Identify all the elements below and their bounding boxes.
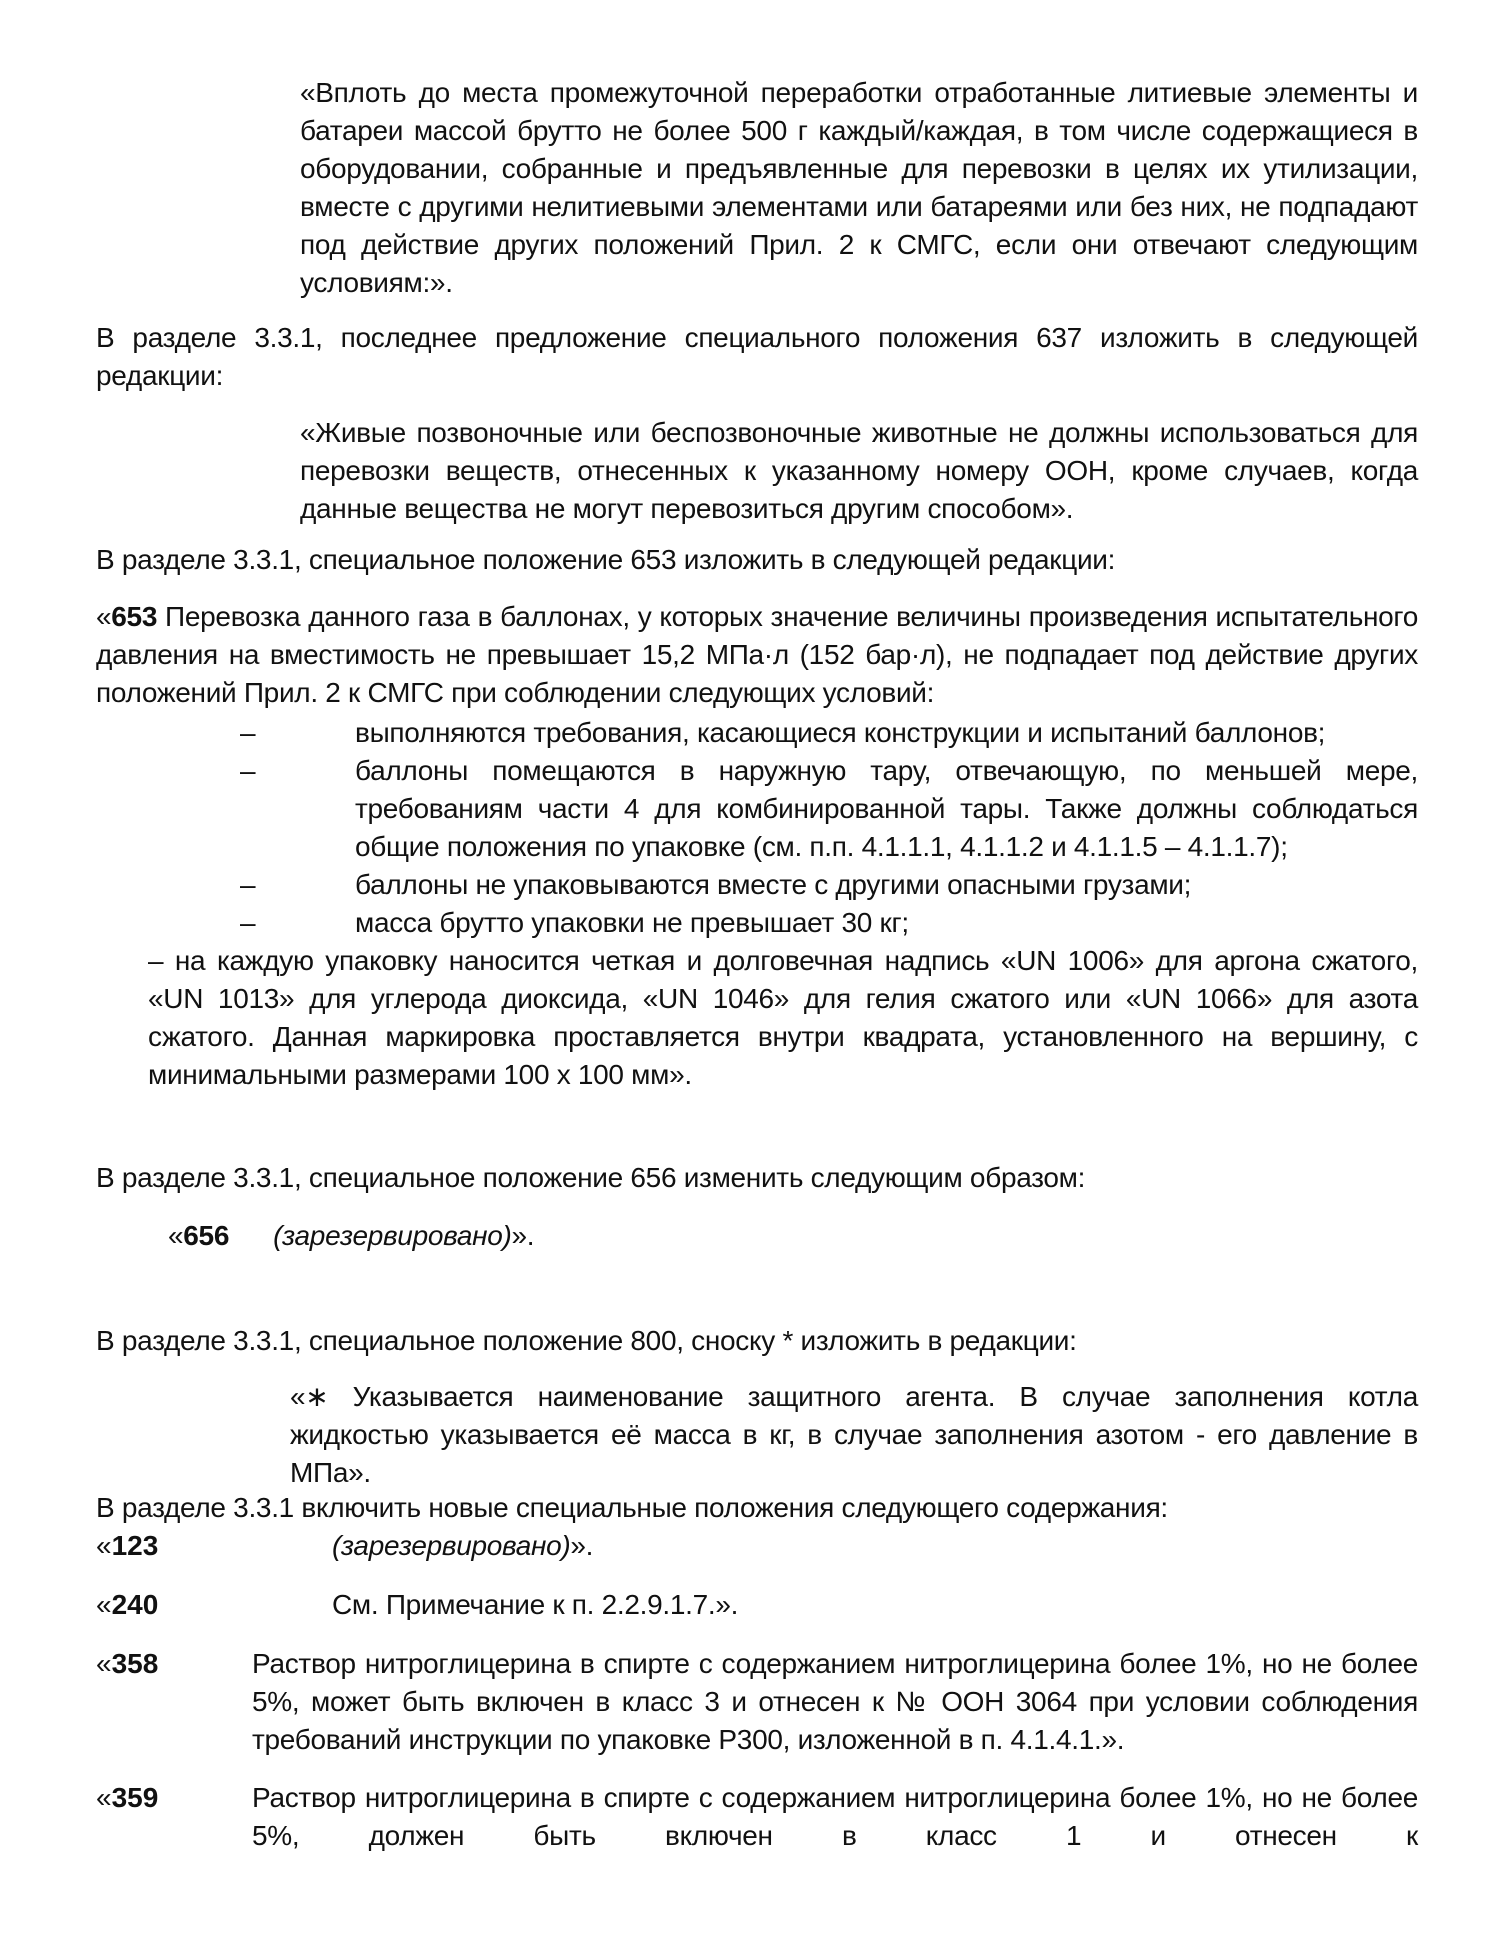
sp656-close: ». [511, 1220, 535, 1251]
sp656-text: (зарезервировано) [273, 1220, 512, 1251]
sp653-dash-1: – [240, 717, 256, 748]
sp653-dash-2: – [240, 755, 256, 786]
instruction-sp653: В разделе 3.3.1, специальное положение 653 изложить в следующей редакции: [96, 544, 1116, 575]
sp123-text: (зарезервировано)». [332, 1530, 594, 1561]
quoted-paragraph-lithium: «Вплоть до места промежуточной переработки отработанные литиевые элементы и батареи массой брутто не более 500 г каждый/каждая, в том числе содержащиеся в оборудовании, собранные и предъявленные для перевозки в целях их утилизации, вместе с другими нелитиевыми элементами или батареями или без них, не подпадают под действие других положений Прил. 2 к СМГС, если они отвечают следующим условиям:». [300, 77, 1418, 298]
sp358-text: Раствор нитроглицерина в спирте с содержанием нитроглицерина более 1%, но не более 5%, может быть включен в класс 3 и отнесен к № ООН 3064 при условии соблюдения требований инструкции по упаковке P300, изложенной в п. 4.1.4.1.». [252, 1648, 1418, 1755]
sp656-open-quote: « [168, 1220, 184, 1251]
sp123-number: «123 [96, 1530, 159, 1561]
sp359-number: «359 [96, 1782, 159, 1813]
sp656-entry [168, 1217, 1268, 1255]
sp240-number: «240 [96, 1589, 159, 1620]
instruction-sp800: В разделе 3.3.1, специальное положение 800, сноску * изложить в редакции: [96, 1325, 1077, 1356]
sp240-text: См. Примечание к п. 2.2.9.1.7.». [332, 1589, 739, 1620]
sp653-item-5: – на каждую упаковку наносится четкая и долговечная надпись «UN 1006» для аргона сжатого, «UN 1013» для углерода диоксида, «UN 1046» для гелия сжатого или «UN 1066» для азота сжатого. Данная маркировка проставляется внутри квадрата, установленного на вершину, с минимальными размерами 100 х 100 мм». [148, 945, 1418, 1090]
sp653-lead [96, 598, 1418, 712]
sp653-item-4: масса брутто упаковки не превышает 30 кг; [355, 907, 909, 938]
sp358-number: «358 [96, 1648, 159, 1679]
sp653-dash-3: – [240, 869, 256, 900]
sp653-item-2: баллоны помещаются в наружную тару, отвечающую, по меньшей мере, требованиям части 4 для комбинированной тары. Также должны соблюдаться общие положения по упаковке (см. п.п. 4.1.1.1, 4.1.1.2 и 4.1.1.5 – 4.1.1.7); [355, 755, 1418, 862]
quoted-footnote-sp800: «∗ Указывается наименование защитного агента. В случае заполнения котла жидкостью указывается её масса в кг, в случае заполнения азотом - его давление в МПа». [290, 1381, 1418, 1488]
sp653-dash-4: – [240, 907, 256, 938]
sp653-item-3: баллоны не упаковываются вместе с другими опасными грузами; [355, 869, 1192, 900]
instruction-sp637: В разделе 3.3.1, последнее предложение специального положения 637 изложить в следующей редакции: [96, 322, 1418, 391]
quoted-paragraph-sp637: «Живые позвоночные или беспозвоночные животные не должны использоваться для перевозки веществ, отнесенных к указанному номеру ООН, кроме случаев, когда данные вещества не могут перевозиться другим способом». [300, 417, 1418, 524]
sp653-text: Перевозка данного газа в баллонах, у которых значение величины произведения испытательного давления на вместимость не превышает 15,2 МПа·л (152 бар·л), не подпадает под действие других положений Прил. 2 к СМГС при соблюдении следующих условий: [96, 601, 1418, 708]
sp653-number: 653 [111, 601, 158, 632]
instruction-new-provisions: В разделе 3.3.1 включить новые специальные положения следующего содержания: [96, 1492, 1168, 1523]
sp656-number: 656 [183, 1220, 230, 1251]
sp653-open-quote: « [96, 601, 112, 632]
sp359-text: Раствор нитроглицерина в спирте с содержанием нитроглицерина более 1%, но не более 5%, должен быть включен в класс 1 и отнесен к [252, 1782, 1418, 1851]
instruction-sp656: В разделе 3.3.1, специальное положение 656 изменить следующим образом: [96, 1162, 1086, 1193]
sp653-item-1: выполняются требования, касающиеся конструкции и испытаний баллонов; [355, 717, 1326, 748]
